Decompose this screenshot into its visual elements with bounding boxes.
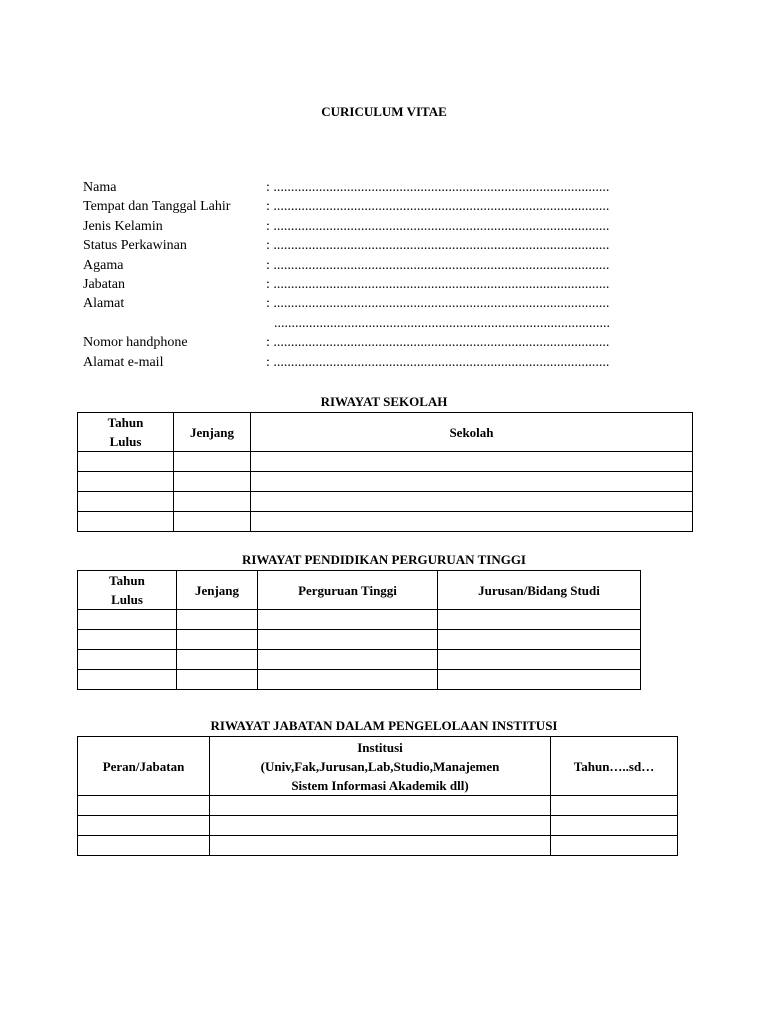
cell-jenjang[interactable] — [174, 472, 251, 492]
table-header-row — [78, 737, 678, 796]
cell-tahun[interactable] — [551, 796, 678, 816]
cell-sekolah[interactable] — [251, 512, 693, 532]
cell-tahun-lulus[interactable] — [78, 630, 177, 650]
table-row — [78, 836, 678, 856]
section-title-riwayat-sekolah: RIWAYAT SEKOLAH — [320, 394, 448, 409]
cell-tahun-lulus[interactable] — [78, 610, 177, 630]
cell-jenjang[interactable] — [174, 492, 251, 512]
bio-value-nomor-handphone: : ................................................................................................ — [266, 335, 610, 350]
cell-sekolah[interactable] — [251, 452, 693, 472]
bio-label-alamat: Alamat — [83, 296, 125, 311]
cell-tahun-lulus[interactable] — [78, 472, 174, 492]
cell-perguruan-tinggi[interactable] — [258, 650, 438, 670]
table-row — [78, 610, 641, 630]
table-header-row — [78, 571, 641, 610]
bio-label-status-perkawinan: Status Perkawinan — [83, 238, 187, 253]
header-sekolah: Sekolah — [251, 413, 693, 452]
cell-jurusan[interactable] — [438, 650, 641, 670]
table-header-row — [78, 413, 693, 452]
cell-jenjang[interactable] — [174, 512, 251, 532]
bio-label-agama: Agama — [83, 258, 124, 273]
bio-label-jenis-kelamin: Jenis Kelamin — [83, 219, 163, 234]
header-tahun-sd: Tahun…..sd… — [551, 737, 678, 796]
header-jurusan-bidang-studi: Jurusan/Bidang Studi — [438, 571, 641, 610]
cell-jenjang[interactable] — [177, 650, 258, 670]
table-row — [78, 650, 641, 670]
header-tahun-lulus: Tahun Lulus — [78, 571, 177, 610]
cell-perguruan-tinggi[interactable] — [258, 670, 438, 690]
cell-tahun-lulus[interactable] — [78, 492, 174, 512]
table-row — [78, 492, 693, 512]
header-peran-jabatan: Peran/Jabatan — [78, 737, 210, 796]
header-institusi-line-2: (Univ,Fak,Jurusan,Lab,Studio,Manajemen — [260, 758, 500, 774]
cell-jenjang[interactable] — [174, 452, 251, 472]
cell-sekolah[interactable] — [251, 472, 693, 492]
bio-label-nama: Nama — [83, 180, 117, 195]
bio-value-alamat-email: : ................................................................................................ — [266, 355, 610, 370]
bio-label-nomor-handphone: Nomor handphone — [83, 335, 188, 350]
cell-tahun[interactable] — [551, 836, 678, 856]
table-riwayat-pendidikan-pt — [77, 570, 641, 690]
cell-tahun-lulus[interactable] — [78, 512, 174, 532]
cell-jurusan[interactable] — [438, 670, 641, 690]
bio-value-tempat-tanggal-lahir: : ................................................................................................ — [266, 199, 610, 214]
bio-value-jenis-kelamin: : ................................................................................................ — [266, 219, 610, 234]
bio-value-jabatan: : ................................................................................................ — [266, 277, 610, 292]
bio-label-tempat-tanggal-lahir: Tempat dan Tanggal Lahir — [83, 199, 231, 214]
table-riwayat-jabatan — [77, 736, 678, 856]
cell-tahun[interactable] — [551, 816, 678, 836]
header-perguruan-tinggi: Perguruan Tinggi — [258, 571, 438, 610]
cell-jenjang[interactable] — [177, 670, 258, 690]
header-jenjang: Jenjang — [177, 571, 258, 610]
table-row — [78, 630, 641, 650]
cell-peran-jabatan[interactable] — [78, 836, 210, 856]
section-title-riwayat-jabatan: RIWAYAT JABATAN DALAM PENGELOLAAN INSTITUSI — [210, 718, 558, 733]
cell-sekolah[interactable] — [251, 492, 693, 512]
cell-jenjang[interactable] — [177, 610, 258, 630]
cell-jenjang[interactable] — [177, 630, 258, 650]
bio-value-alamat-continuation: ................................................................................................ — [274, 316, 610, 331]
cell-tahun-lulus[interactable] — [78, 650, 177, 670]
table-row — [78, 472, 693, 492]
cell-jurusan[interactable] — [438, 610, 641, 630]
bio-value-status-perkawinan: : ................................................................................................ — [266, 238, 610, 253]
cell-institusi[interactable] — [210, 836, 551, 856]
cell-perguruan-tinggi[interactable] — [258, 610, 438, 630]
header-institusi-line-1: Institusi — [357, 739, 403, 755]
page-title: CURICULUM VITAE — [321, 104, 447, 119]
header-jenjang: Jenjang — [174, 413, 251, 452]
cell-tahun-lulus[interactable] — [78, 670, 177, 690]
cell-tahun-lulus[interactable] — [78, 452, 174, 472]
header-institusi — [210, 737, 551, 796]
cell-peran-jabatan[interactable] — [78, 816, 210, 836]
table-row — [78, 816, 678, 836]
table-riwayat-sekolah — [77, 412, 693, 532]
bio-value-agama: : ................................................................................................ — [266, 258, 610, 273]
cell-peran-jabatan[interactable] — [78, 796, 210, 816]
table-row — [78, 796, 678, 816]
section-title-riwayat-pendidikan-pt: RIWAYAT PENDIDIKAN PERGURUAN TINGGI — [241, 552, 526, 567]
header-tahun-lulus: Tahun Lulus — [78, 413, 174, 452]
table-row — [78, 452, 693, 472]
cell-institusi[interactable] — [210, 796, 551, 816]
cell-institusi[interactable] — [210, 816, 551, 836]
header-institusi-line-3: Sistem Informasi Akademik dll) — [291, 777, 469, 793]
bio-value-nama: : ................................................................................................ — [266, 180, 610, 195]
table-row — [78, 670, 641, 690]
table-row — [78, 512, 693, 532]
cell-perguruan-tinggi[interactable] — [258, 630, 438, 650]
bio-label-jabatan: Jabatan — [83, 277, 125, 292]
cell-jurusan[interactable] — [438, 630, 641, 650]
bio-label-alamat-email: Alamat e-mail — [83, 355, 164, 370]
bio-value-alamat: : ................................................................................................ — [266, 296, 610, 311]
